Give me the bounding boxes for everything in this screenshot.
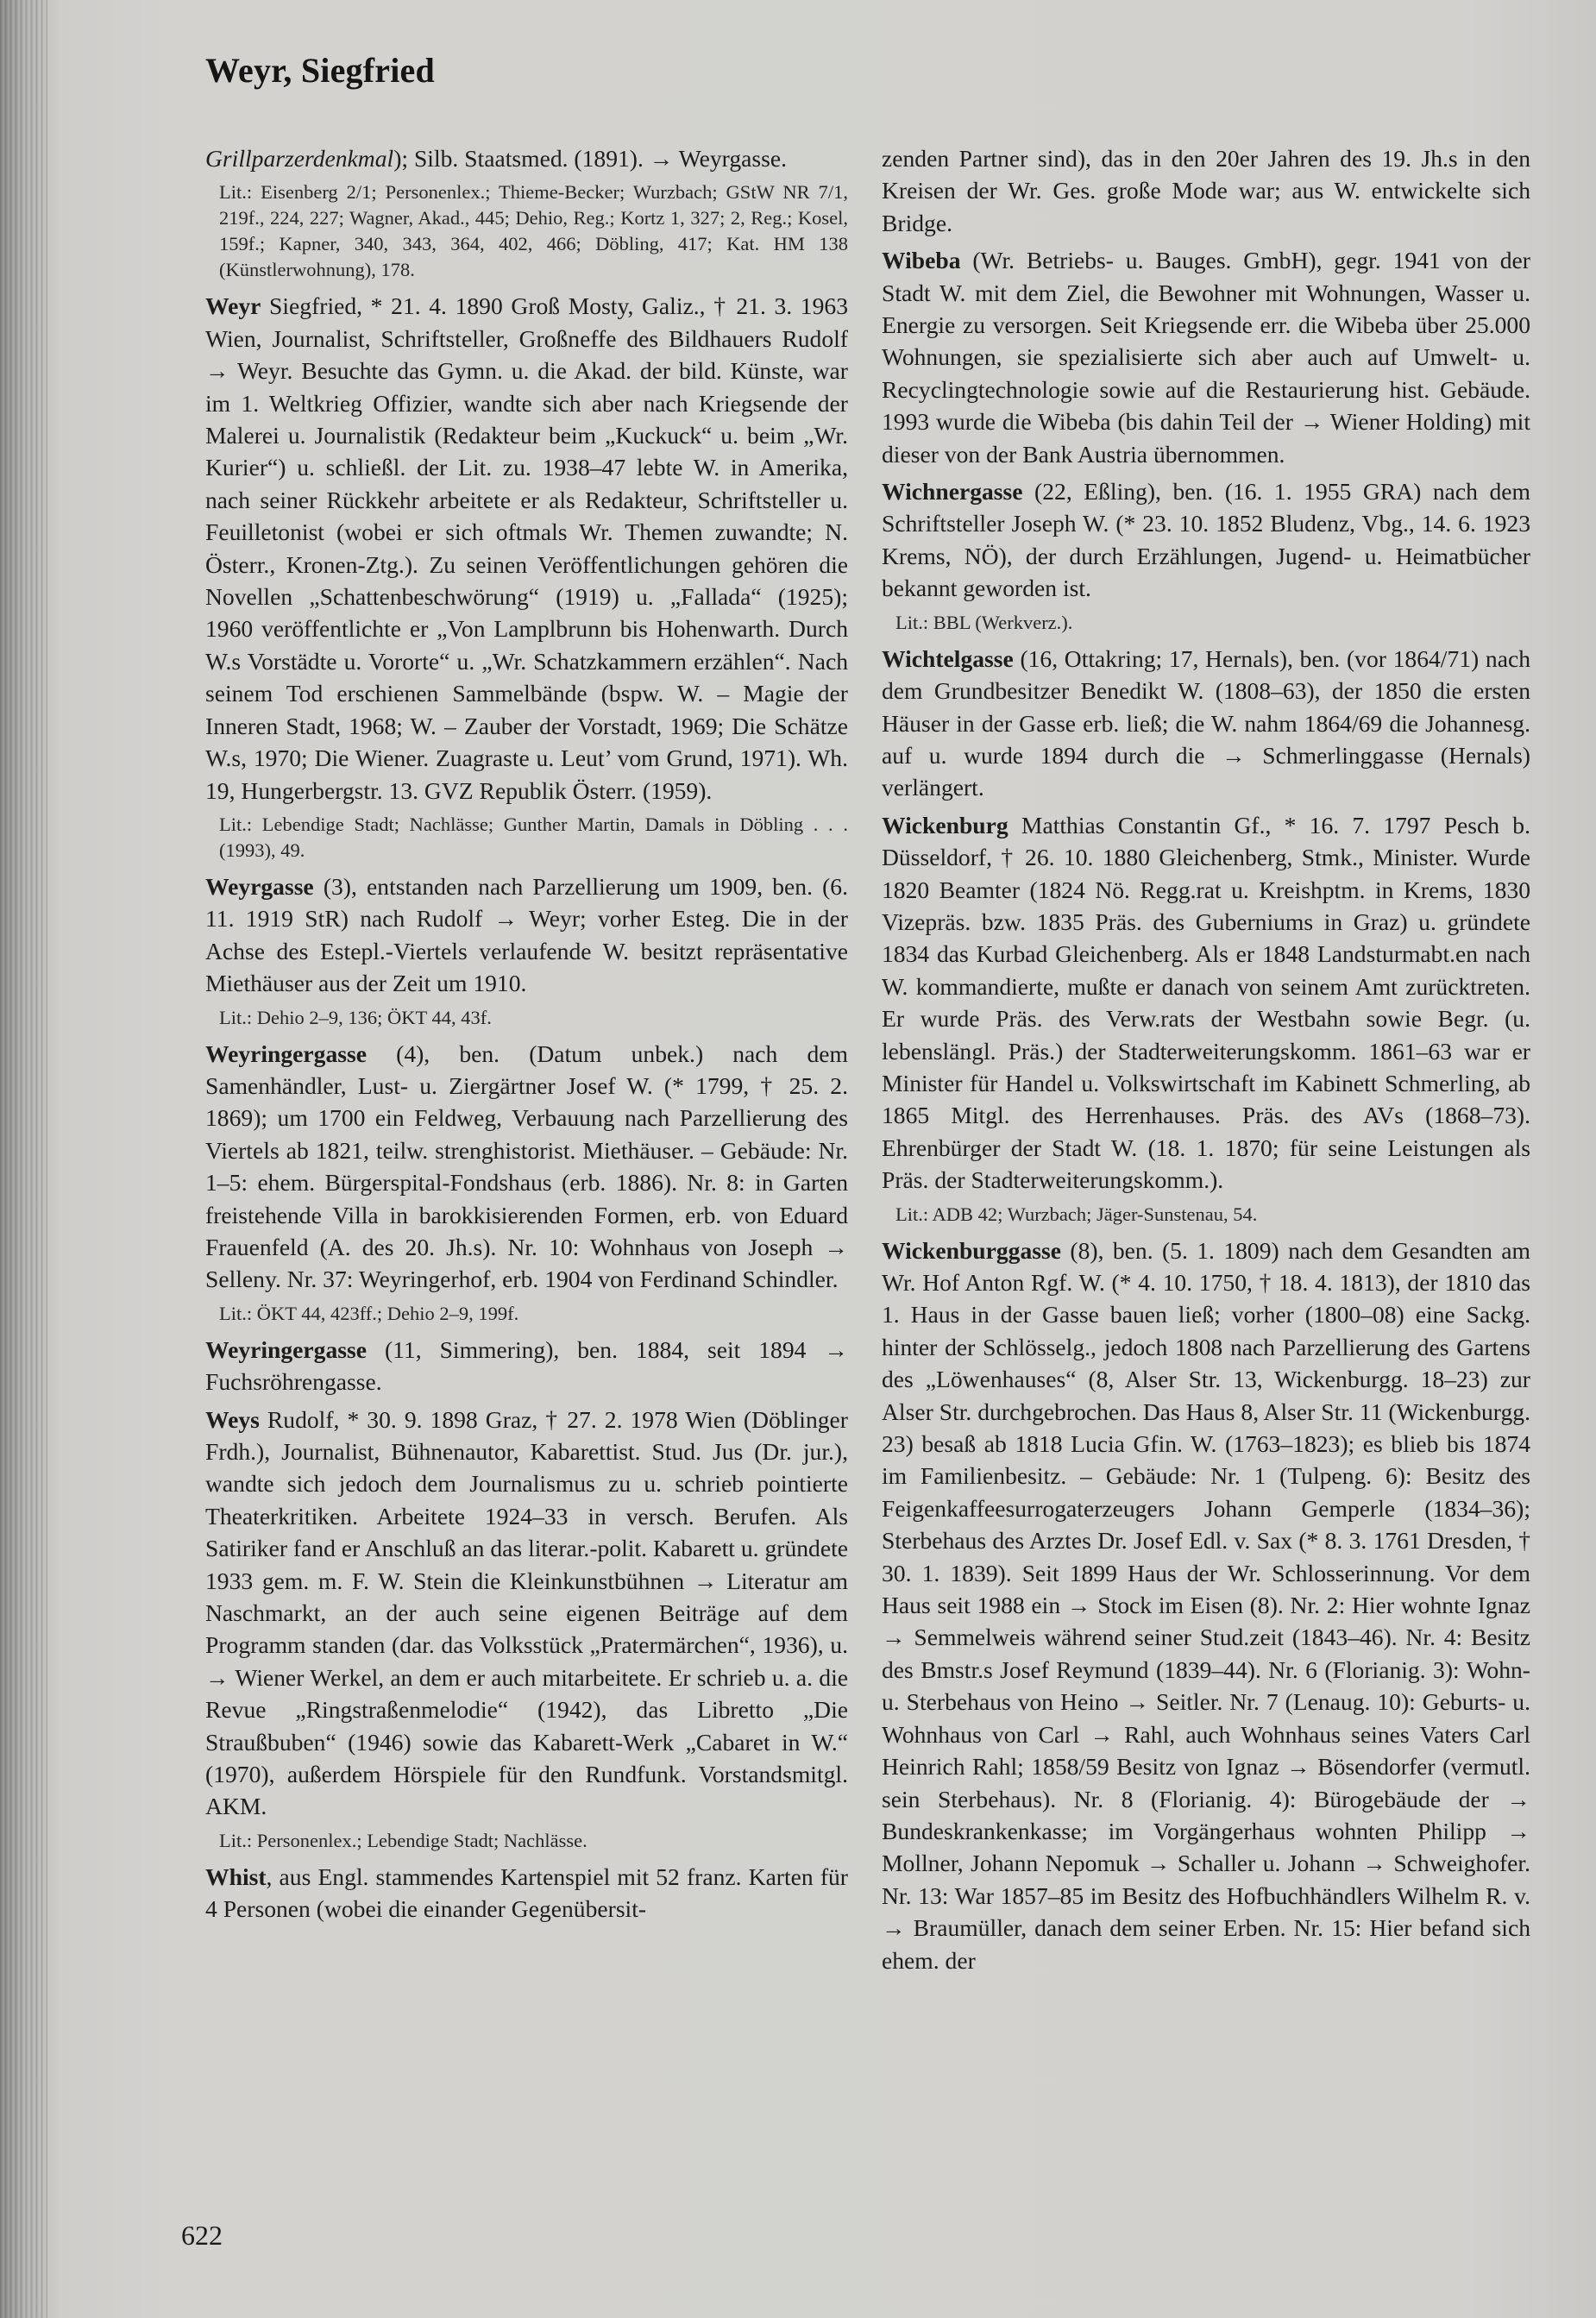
entry-weyringergasse-11 [205,1334,848,1398]
entry-whist [205,1861,848,1925]
continued-entry-text: ); Silb. Staatsmed. (1891). → Weyrgasse. [393,145,788,172]
entry-headword: Weys [205,1405,260,1433]
entry-headword: Weyr [205,292,261,320]
entry-literature: Lit.: ÖKT 44, 423ff.; Dehio 2–9, 199f. [219,1302,519,1324]
entry-text: Matthias Constantin Gf., * 16. 7. 1797 Pesch b. Düsseldorf, † 26. 10. 1880 Gleichenberg, Stmk., Minister. Wurde 1820 Beamter (1824 Nö. Regg.rat u. Kreishptm. in Krems, 1830 Vizepräs. bzw. 1835 Präs. des Guberniums in Graz) u. gründete 1834 das Kurbad Gleichenberg. Als er 1848 Landsturmabt.en nach W. kommandierte, mußte er danach von seinem Amt zurücktreten. Er wurde Präs. des Verw.rats der Westbahn sowie Begr. (u. lebenslängl. Präs.) der Stadterweiterungskomm. 1861–63 war er Minister für Handel u. Volkswirtschaft im Kabinett Schmerling, ab 1865 Mitgl. des Herrenhauses. Präs. des AVs (1868–73). Ehrenbürger der Stadt W. (18. 1. 1870; für seine Leistungen als Präs. der Stadterweiterungskomm.). [882,811,1530,1194]
entry-text: (22, Eßling), ben. (16. 1. 1955 GRA) nach dem Schriftsteller Joseph W. (* 23. 10. 1852 Bludenz, Vbg., 14. 6. 1923 Krems, NÖ), der durch Erzählungen, Jugend- u. Heimatbücher bekannt geworden ist. [882,478,1530,602]
entry-literature: Lit.: Personenlex.; Lebendige Stadt; Nachlässe. [219,1829,588,1851]
page-number: 622 [181,2220,223,2251]
entry-literature: Lit.: Lebendige Stadt; Nachlässe; Gunther Martin, Damals in Döbling . . . (1993), 49. [219,813,848,861]
entry-text: (11, Simmering), ben. 1884, seit 1894 → Fuchsröhrengasse. [205,1335,848,1396]
entry-text: , aus Engl. stammendes Kartenspiel mit 52 franz. Karten für 4 Personen (wobei die einander Gegenübersit- [205,1863,848,1923]
entry-text: Siegfried, * 21. 4. 1890 Groß Mosty, Galiz., † 21. 3. 1963 Wien, Journalist, Schriftsteller, Großneffe des Bildhauers Rudolf → Weyr. Besuchte das Gymn. u. die Akad. der bild. Künste, war im 1. Weltkrieg Offizier, wandte sich aber nach Kriegsende der Malerei u. Journalistik (Redakteur beim „Kuckuck“ u. beim „Wr. Kurier“) u. schließl. der Lit. zu. 1938–47 lebte W. in Amerika, nach seiner Rückkehr arbeitete er als Redakteur, Schriftsteller u. Feuilletonist (wobei er sich oftmals Wr. Themen zuwandte; N. Österr., Kronen-Ztg.). Zu seinen Veröffentlichungen gehören die Novellen „Schattenbeschwörung“ (1919) u. „Fallada“ (1925); 1960 veröffentlichte er „Von Lamplbrunn bis Hohenwarth. Durch W.s Vorstädte u. Vororte“ u. „Wr. Schatzkammern erzählen“. Nach seinem Tod erschienen Sammelbände (bspw. W. – Magie der Inneren Stadt, 1968; W. – Zauber der Vorstadt, 1969; Die Schätze W.s, 1970; Die Wiener. Zuagraste u. Leut’ vom Grund, 1971). Wh. 19, Hungerbergstr. 13. GVZ Republik Österr. (1959). [205,292,848,804]
entry-headword: Whist [205,1863,267,1890]
left-column [205,142,848,1931]
right-column [882,142,1530,1982]
entry-literature: Lit.: BBL (Werkverz.). [895,611,1073,633]
entry-wickenburg [882,809,1530,1197]
entry-text: (16, Ottakring; 17, Hernals), ben. (vor 1864/71) nach dem Grundbesitzer Benedikt W. (1808–63), der 1850 die ersten Häuser in der Gasse erb. ließ; die W. nahm 1864/69 die Johannesg. auf u. wurde 1894 durch die → Schmerlinggasse (Hernals) verlängert. [882,644,1530,801]
entry-headword: Weyringergasse [205,1335,367,1363]
continued-entry-literature: Lit.: Eisenberg 2/1; Personenlex.; Thieme-Becker; Wurzbach; GStW NR 7/1, 219f., 224, 227; Wagner, Akad., 445; Dehio, Reg.; Kortz 1, 327; 2, Reg.; Kosel, 159f.; Kapner, 340, 343, 364, 402, 466; Döbling, 417; Kat. HM 138 (Künstlerwohnung), 178. [219,181,848,281]
entry-weys-rudolf [205,1404,848,1823]
entry-text: (3), entstanden nach Parzellierung um 1909, ben. (6. 11. 1919 StR) nach Rudolf → Weyr; vorher Esteg. Die in der Achse des Estepl.-Viertels verlaufende W. besitzt repräsentative Miethäuser aus der Zeit um 1910. [205,872,848,997]
entry-text: Rudolf, * 30. 9. 1898 Graz, † 27. 2. 1978 Wien (Döblinger Frdh.), Journalist, Bühnenautor, Kabarettist. Stud. Jus (Dr. jur.), wandte sich jedoch dem Journalismus zu u. schrieb pointierte Theaterkritiken. Arbeitete 1924–33 in versch. Berufen. Als Satiriker fand er Anschluß an das literar.-polit. Kabarett u. gründete 1933 gem. m. F. W. Stein die Kleinkunstbühnen → Literatur am Naschmarkt, an der auch seine eigenen Beiträge auf dem Programm standen (dar. das Volksstück „Pratermärchen“, 1936), u. → Wiener Werkel, an dem er auch mitarbeitete. Er schrieb u. a. die Revue „Ringstraßenmelodie“ (1942), das Libretto „Die Straußbuben“ (1946) sowie das Kabarett-Werk „Cabaret in W.“ (1970), außerdem Hörspiele für den Rundfunk. Vorstandsmitgl. AKM. [205,1405,848,1820]
book-page-edges [0,0,47,2318]
entry-wichnergasse [882,475,1530,605]
entry-headword: Wibeba [882,247,961,274]
entry-headword: Weyrgasse [205,872,314,900]
entry-text: (4), ben. (Datum unbek.) nach dem Samenhändler, Lust- u. Ziergärtner Josef W. (* 1799, † 25. 2. 1869); um 1700 ein Feldweg, Verbauung nach Parzellierung des Viertels ab 1821, teilw. strenghistorist. Miethäuser. – Gebäude: Nr. 1–5: ehem. Bürgerspital-Fondshaus (erb. 1886). Nr. 8: in Garten freistehende Villa in barokkisierenden Formen, erb. von Eduard Frauenfeld (A. des 20. Jh.s). Nr. 10: Wohnhaus von Joseph → Selleny. Nr. 37: Weyringerhof, erb. 1904 von Ferdinand Schindler. [205,1040,848,1293]
running-head: Weyr, Siegfried [205,51,435,90]
entry-text: (Wr. Betriebs- u. Bauges. GmbH), gegr. 1941 von der Stadt W. mit dem Ziel, die Bewohner mit Wohnungen, Wasser u. Energie zu versorgen. Seit Kriegsende err. die Wibeba über 25.000 Wohnungen, sie spezialisierte sich aber auch auf Umwelt- u. Recyclingtechnologie sowie auf die Restaurierung hist. Gebäude. 1993 wurde die Wibeba (bis dahin Teil der → Wiener Holding) mit dieser von der Bank Austria übernommen. [882,247,1530,468]
entry-headword: Wichnergasse [882,478,1023,506]
continued-entry: zenden Partner sind), das in den 20er Jahren des 19. Jh.s in den Kreisen der Wr. Ges. große Mode war; aus W. entwickelte sich Bridge. [882,145,1530,236]
entry-weyr-siegfried [205,290,848,807]
entry-weyringergasse-4 [205,1038,848,1296]
entry-text: (8), ben. (5. 1. 1809) nach dem Gesandten am Wr. Hof Anton Rgf. W. (* 4. 10. 1750, † 18. 4. 1813), der 1810 das 1. Haus in der Gasse bauen ließ; vorher (1800–08) eine Sackg. hinter der Schlösselg., jedoch 1808 nach Parzellierung des Gartens des „Löwenhauses“ (8, Alser Str. 13, Wickenburgg. 18–23) zur Alser Str. durchgebrochen. Das Haus 8, Alser Str. 11 (Wickenburgg. 23) besaß ab 1818 Lucia Gfin. W. (1763–1823); es blieb bis 1874 im Familienbesitz. – Gebäude: Nr. 1 (Tulpeng. 6): Besitz des Feigenkaffeesurrogaterzeugers Johann Gemperle (1834–36); Sterbehaus des Arztes Dr. Josef Edl. v. Sax (* 8. 3. 1761 Dresden, † 30. 1. 1839). Seit 1899 Haus der Wr. Schlosserinnung. Vor dem Haus seit 1988 ein → Stock im Eisen (8). Nr. 2: Hier wohnte Ignaz → Semmelweis während seiner Stud.zeit (1843–46). Nr. 4: Besitz des Bmstr.s Josef Reymund (1839–44). Nr. 6 (Florianig. 3): Wohn- u. Sterbehaus von Heino → Seitler. Nr. 7 (Lenaug. 10): Geburts- u. Wohnhaus von Carl → Rahl, auch Wohnhaus seines Vaters Carl Heinrich Rahl; 1858/59 Besitz von Ignaz → Bösendorfer (vermutl. sein Sterbehaus). Nr. 8 (Florianig. 4): Bürogebäude der → Bundeskrankenkasse; im Vorgängerhaus wohnten Philipp → Mollner, Johann Nepomuk → Schaller u. Johann → Schweighofer. Nr. 13: War 1857–85 im Besitz des Hofbuchhändlers Wilhelm R. v. → Braumüller, danach dem seiner Erben. Nr. 15: Hier befand sich ehem. der [882,1236,1530,1974]
continued-entry-italic: Grillparzerdenkmal [205,145,394,172]
entry-headword: Weyringergasse [205,1040,367,1067]
entry-wichtelgasse [882,643,1530,804]
entry-wibeba [882,244,1530,470]
entry-weyrgasse [205,870,848,1000]
entry-headword: Wichtelgasse [882,644,1014,672]
entry-literature: Lit.: ADB 42; Wurzbach; Jäger-Sunstenau, 54. [895,1203,1258,1225]
entry-headword: Wickenburg [882,811,1008,839]
entry-wickenburggasse [882,1234,1530,1976]
continued-entry [205,142,848,174]
entry-headword: Wickenburggasse [882,1236,1062,1264]
entry-literature: Lit.: Dehio 2–9, 136; ÖKT 44, 43f. [219,1006,492,1028]
